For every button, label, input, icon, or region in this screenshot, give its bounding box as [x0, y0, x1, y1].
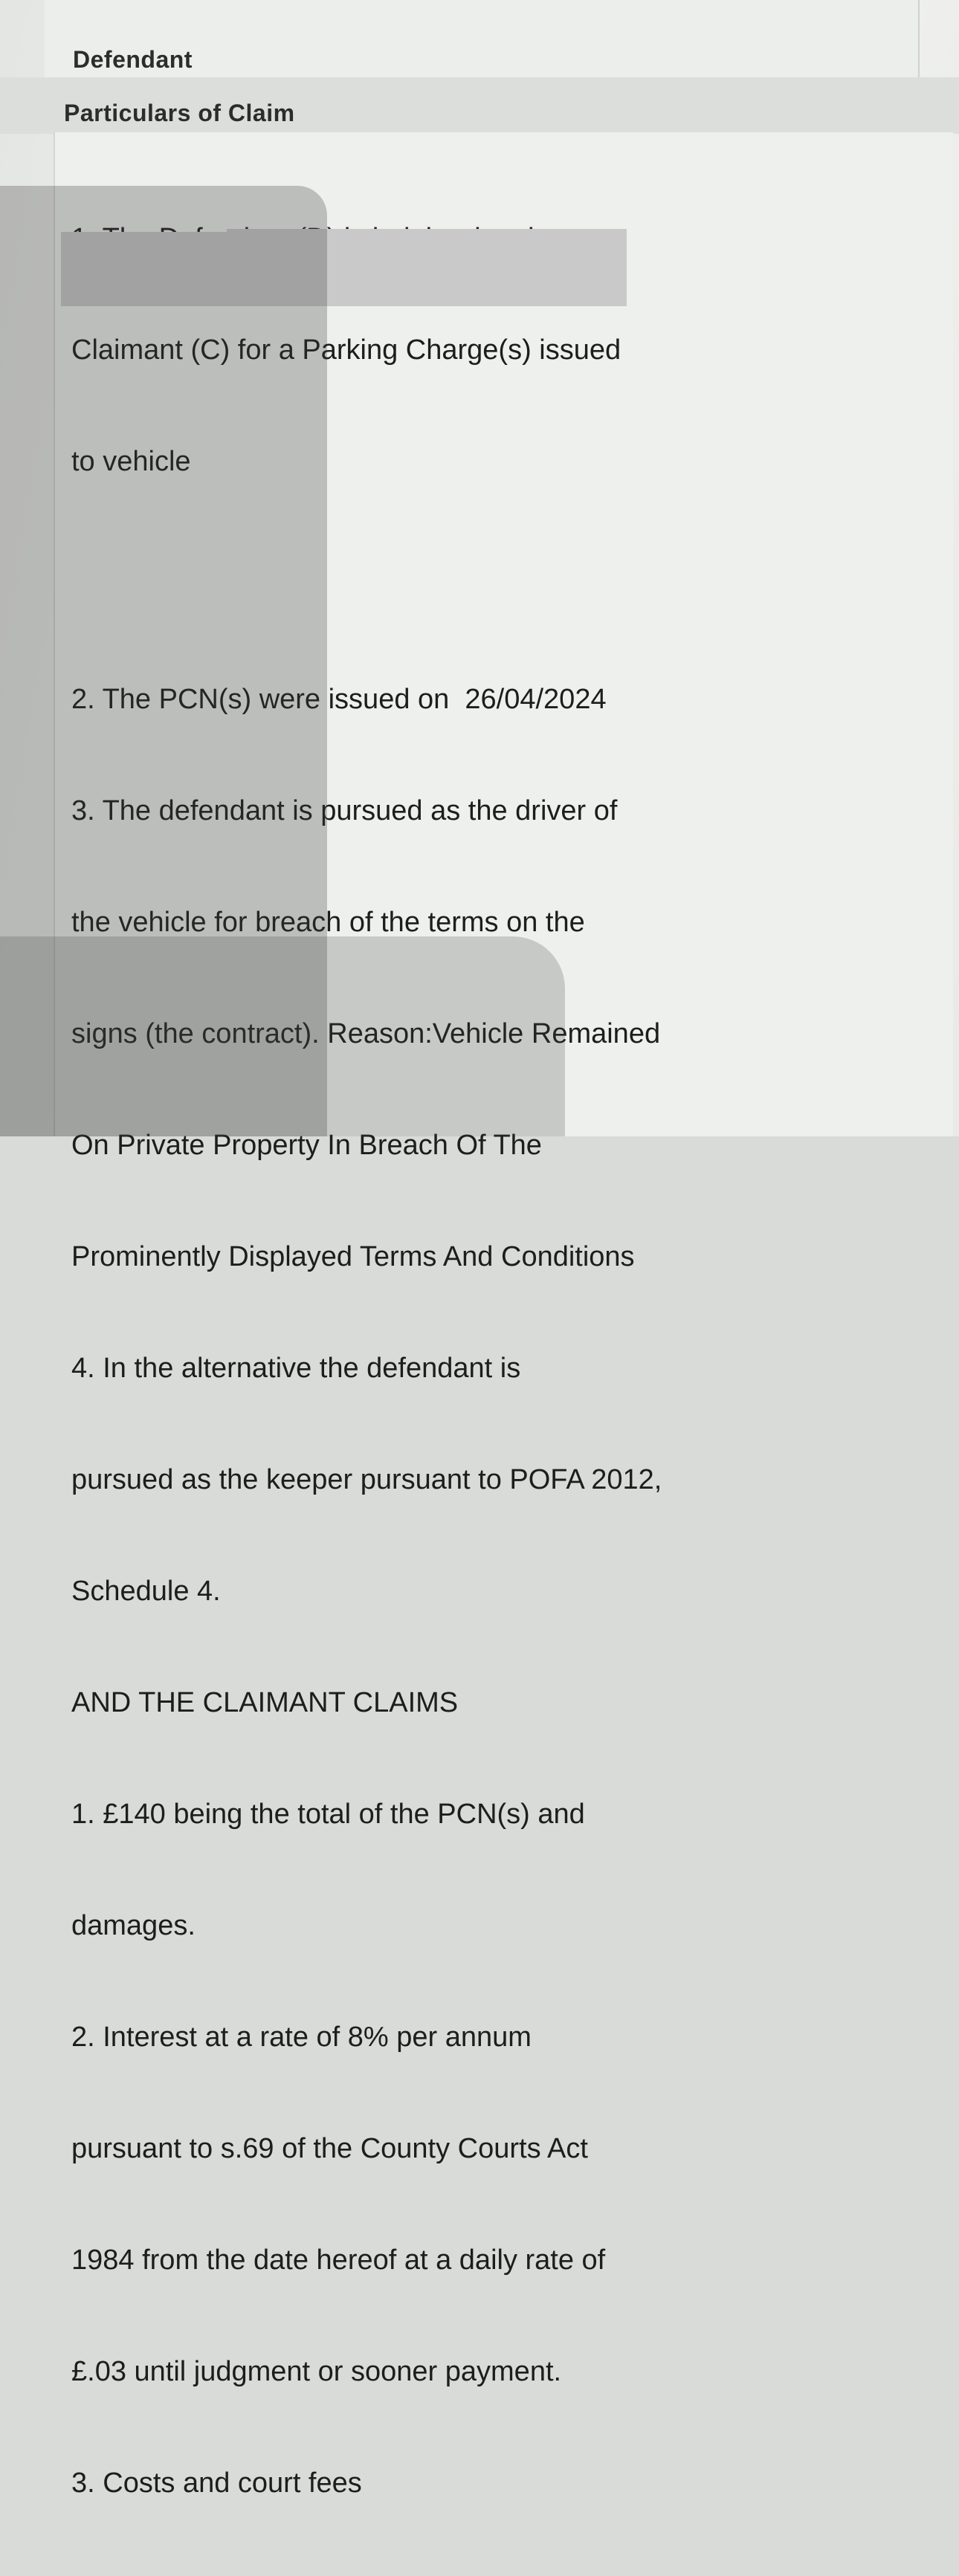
particular-3-line-e: Prominently Displayed Terms And Conditions: [71, 1241, 635, 1272]
claim-2-line-d: £.03 until judgment or sooner payment.: [71, 2356, 562, 2387]
claim-3: 3. Costs and court fees: [71, 2467, 362, 2499]
particular-3-line-c: signs (the contract). Reason:Vehicle Remained: [71, 1018, 661, 1049]
claim-1-line-a: 1. £140 being the total of the PCN(s) and: [71, 1799, 585, 1830]
claim-2-line-b: pursuant to s.69 of the County Courts Act: [71, 2133, 588, 2164]
particular-4-line-c: Schedule 4.: [71, 1576, 221, 1607]
particular-3-line-b: the vehicle for breach of the terms on the: [71, 907, 585, 938]
particular-1-line-b: Claimant (C) for a Parking Charge(s) issued: [71, 334, 621, 366]
redaction-block: [61, 232, 627, 306]
particular-3-line-d: On Private Property In Breach Of The: [71, 1130, 542, 1161]
claim-2-line-a: 2. Interest at a rate of 8% per annum: [71, 2022, 532, 2053]
particular-2: 2. The PCN(s) were issued on 26/04/2024: [71, 684, 607, 715]
claim-2-line-c: 1984 from the date hereof at a daily rate of: [71, 2245, 606, 2276]
particular-4-line-a: 4. In the alternative the defendant is: [71, 1353, 521, 1384]
particulars-text: [71, 146, 785, 2576]
claims-heading: AND THE CLAIMANT CLAIMS: [71, 1687, 459, 1718]
claim-1-line-b: damages.: [71, 1910, 196, 1941]
particular-4-line-b: pursued as the keeper pursuant to POFA 2012,: [71, 1464, 662, 1495]
defendant-label: Defendant: [73, 46, 193, 73]
particulars-heading: Particulars of Claim: [64, 100, 295, 126]
particular-1-line-c: to vehicle: [71, 446, 191, 477]
particular-3-line-a: 3. The defendant is pursued as the driver of: [71, 795, 618, 826]
redacted-gap: [71, 554, 785, 606]
